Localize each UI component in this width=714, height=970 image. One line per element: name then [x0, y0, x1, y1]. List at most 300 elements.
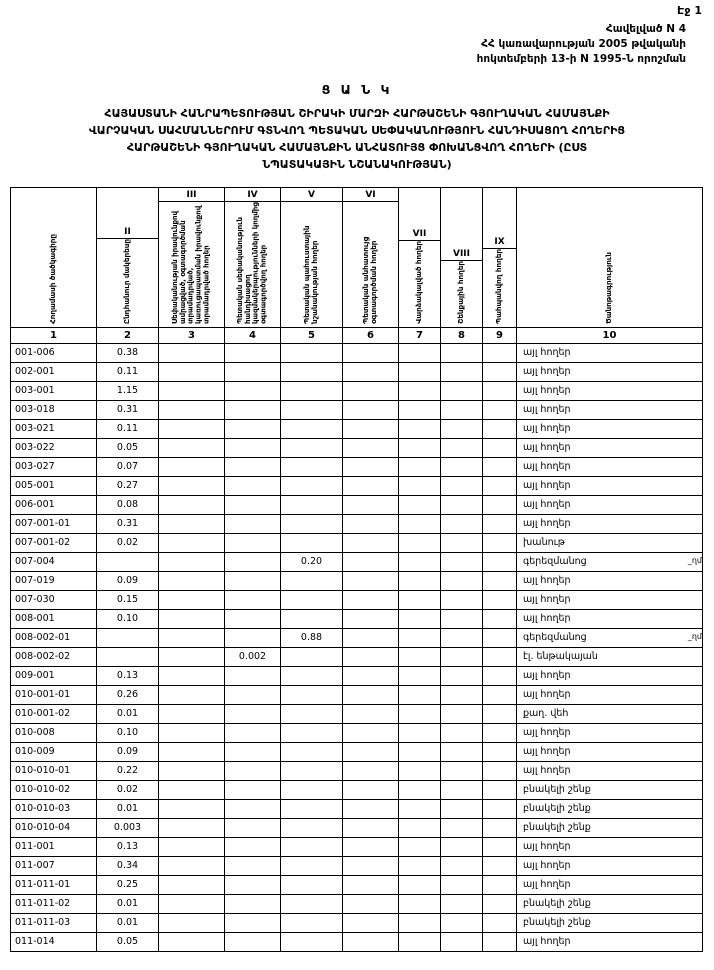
cell-free-use	[343, 381, 399, 400]
cell-protected	[483, 723, 517, 742]
cell-building	[441, 875, 483, 894]
header-label-org-used: Պետական սեփականություն հանդիսացող կազմակերպությունների կողմից օգտագործվող հողեր	[235, 202, 268, 324]
table-row	[11, 704, 703, 723]
cell-note: այլ հողեր	[517, 362, 703, 381]
colnum-10: 10	[517, 327, 703, 343]
cell-reserve	[281, 666, 343, 685]
colnum-6: 6	[343, 327, 399, 343]
cell-free-use	[343, 818, 399, 837]
roman-vi: VI	[343, 188, 398, 202]
cell-org-used	[225, 875, 281, 894]
cell-protected	[483, 419, 517, 438]
cell-free-use	[343, 856, 399, 875]
document-subtitle	[10, 105, 704, 173]
cell-building	[441, 761, 483, 780]
cell-free-use	[343, 628, 399, 647]
cell-note: այլ հողեր	[517, 457, 703, 476]
header-label-building: Շենքային հողեր	[456, 261, 466, 324]
cell-code: 010-010-01	[11, 761, 97, 780]
page-title: Ց Ա Ն Կ	[321, 81, 393, 97]
cell-reserve	[281, 362, 343, 381]
table-row	[11, 419, 703, 438]
roman-ii: II	[97, 225, 158, 239]
cell-leased	[399, 362, 441, 381]
table-row	[11, 761, 703, 780]
cell-note: այլ հողեր	[517, 438, 703, 457]
cell-building	[441, 685, 483, 704]
subtitle-line-4: ՆՊԱՏԱԿԱՅԻՆ ՆՇԱՆԱԿՈՒԹՅԱՆ)	[262, 157, 452, 171]
cell-total: 0.11	[97, 362, 159, 381]
attachment-reference	[10, 22, 704, 68]
cell-leased	[399, 723, 441, 742]
cell-note: այլ հողեր	[517, 343, 703, 362]
cell-free-use	[343, 723, 399, 742]
colnum-3: 3	[159, 327, 225, 343]
cell-org-used	[225, 666, 281, 685]
table-row	[11, 590, 703, 609]
cell-free-use	[343, 438, 399, 457]
cell-total: 0.10	[97, 609, 159, 628]
cell-owned	[159, 457, 225, 476]
cell-org-used	[225, 628, 281, 647]
cell-owned	[159, 761, 225, 780]
table-row	[11, 818, 703, 837]
margin-mark: _ղմ	[687, 632, 702, 642]
cell-building	[441, 894, 483, 913]
table-row	[11, 514, 703, 533]
cell-org-used	[225, 514, 281, 533]
cell-note: գերեզմանոց _ղմ	[517, 552, 703, 571]
cell-reserve	[281, 590, 343, 609]
cell-owned	[159, 514, 225, 533]
cell-reserve	[281, 419, 343, 438]
cell-code: 007-001-02	[11, 533, 97, 552]
cell-code: 011-011-01	[11, 875, 97, 894]
cell-protected	[483, 647, 517, 666]
subtitle-line-3: ՀԱՐԹԱՇԵՆԻ ԳՅՈՒՂԱԿԱՆ ՀԱՄԱՅՆՔԻՆ ԱՆՀԱՏՈՒՅՑ ՓՈԽԱՆՑՎՈՂ ՀՈՂԵՐԻ (ԸՍՏ	[126, 140, 588, 154]
cell-org-used: 0.002	[225, 647, 281, 666]
cell-note: այլ հողեր	[517, 685, 703, 704]
cell-building	[441, 343, 483, 362]
cell-owned	[159, 742, 225, 761]
cell-reserve	[281, 685, 343, 704]
header-label-owned: Սեփականության իրավունքով ամրացված, օգտագործման տրամադրված, կառուցապատման իրավունքով տրամադրված հողեր	[170, 205, 211, 324]
cell-leased	[399, 495, 441, 514]
cell-leased	[399, 343, 441, 362]
cell-leased	[399, 419, 441, 438]
colnum-8: 8	[441, 327, 483, 343]
cell-total: 0.02	[97, 780, 159, 799]
cell-building	[441, 913, 483, 932]
cell-leased	[399, 609, 441, 628]
colnum-7: 7	[399, 327, 441, 343]
attachment-line-2: ՀՀ կառավարության 2005 թվականի	[481, 38, 686, 51]
cell-note: խանութ	[517, 533, 703, 552]
cell-owned	[159, 400, 225, 419]
cell-protected	[483, 780, 517, 799]
cell-org-used	[225, 723, 281, 742]
cell-reserve	[281, 609, 343, 628]
cell-owned	[159, 381, 225, 400]
cell-reserve	[281, 856, 343, 875]
cell-owned	[159, 685, 225, 704]
cell-free-use	[343, 894, 399, 913]
cell-free-use	[343, 419, 399, 438]
cell-note: այլ հողեր	[517, 419, 703, 438]
cell-code: 011-007	[11, 856, 97, 875]
cell-building	[441, 381, 483, 400]
cell-org-used	[225, 913, 281, 932]
cell-leased	[399, 476, 441, 495]
cell-building	[441, 742, 483, 761]
subtitle-line-2: ՎԱՐՉԱԿԱՆ ՍԱՀՄԱՆՆԵՐՈՒՄ ԳՏՆՎՈՂ ՊԵՏԱԿԱՆ ՍԵՓԱԿԱՆՈՒԹՅՈՒՆ ՀԱՆԴԻՍԱՑՈՂ ՀՈՂԵՐԻՑ	[88, 123, 626, 137]
cell-total	[97, 628, 159, 647]
cell-reserve	[281, 533, 343, 552]
cell-leased	[399, 666, 441, 685]
cell-protected	[483, 571, 517, 590]
cell-leased	[399, 837, 441, 856]
cell-leased	[399, 381, 441, 400]
cell-building	[441, 837, 483, 856]
cell-org-used	[225, 761, 281, 780]
cell-owned	[159, 552, 225, 571]
cell-protected	[483, 932, 517, 951]
cell-free-use	[343, 533, 399, 552]
cell-total: 0.31	[97, 514, 159, 533]
cell-protected	[483, 818, 517, 837]
cell-leased	[399, 457, 441, 476]
cell-building	[441, 514, 483, 533]
cell-org-used	[225, 381, 281, 400]
cell-total: 0.05	[97, 438, 159, 457]
table-row	[11, 647, 703, 666]
cell-leased	[399, 913, 441, 932]
cell-reserve	[281, 571, 343, 590]
cell-total: 0.22	[97, 761, 159, 780]
colnum-2: 2	[97, 327, 159, 343]
colnum-9: 9	[483, 327, 517, 343]
cell-protected	[483, 438, 517, 457]
cell-protected	[483, 552, 517, 571]
table-row	[11, 742, 703, 761]
cell-reserve	[281, 780, 343, 799]
header-cell-note	[517, 187, 703, 327]
cell-note: այլ հողեր	[517, 932, 703, 951]
cell-code: 011-014	[11, 932, 97, 951]
cell-free-use	[343, 742, 399, 761]
cell-owned	[159, 894, 225, 913]
cell-code: 010-010-03	[11, 799, 97, 818]
cell-org-used	[225, 362, 281, 381]
cell-total: 0.09	[97, 742, 159, 761]
header-label-total: Ընդհանուր մակերեսը	[122, 238, 132, 324]
table-row	[11, 343, 703, 362]
cell-leased	[399, 818, 441, 837]
cell-reserve	[281, 894, 343, 913]
table-row	[11, 780, 703, 799]
cell-org-used	[225, 400, 281, 419]
cell-total: 0.38	[97, 343, 159, 362]
cell-building	[441, 780, 483, 799]
cell-total: 0.02	[97, 533, 159, 552]
cell-free-use	[343, 875, 399, 894]
cell-code: 008-002-01	[11, 628, 97, 647]
cell-code: 002-001	[11, 362, 97, 381]
cell-owned	[159, 476, 225, 495]
cell-owned	[159, 419, 225, 438]
cell-code: 010-001-01	[11, 685, 97, 704]
header-cell-reserve	[281, 187, 343, 327]
cell-building	[441, 932, 483, 951]
cell-code: 010-001-02	[11, 704, 97, 723]
cell-org-used	[225, 590, 281, 609]
cell-note: այլ հողեր	[517, 742, 703, 761]
cell-code: 010-008	[11, 723, 97, 742]
cell-leased	[399, 704, 441, 723]
cell-owned	[159, 362, 225, 381]
cell-note: էլ. ենթակայան	[517, 647, 703, 666]
cell-note: այլ հողեր	[517, 571, 703, 590]
table-row	[11, 875, 703, 894]
header-label-reserve: Պետական պահուստային նշանակության հողեր	[302, 225, 320, 324]
cell-total: 0.13	[97, 837, 159, 856]
cell-note: բնակելի շենք	[517, 818, 703, 837]
cell-total: 0.31	[97, 400, 159, 419]
cell-reserve	[281, 495, 343, 514]
cell-total: 0.15	[97, 590, 159, 609]
cell-free-use	[343, 457, 399, 476]
cell-code: 001-006	[11, 343, 97, 362]
table-row	[11, 495, 703, 514]
cell-total: 1.15	[97, 381, 159, 400]
cell-org-used	[225, 552, 281, 571]
cell-owned	[159, 856, 225, 875]
cell-free-use	[343, 362, 399, 381]
cell-free-use	[343, 514, 399, 533]
cell-owned	[159, 818, 225, 837]
header-label-protected: Պահպանվող հողեր	[494, 248, 504, 324]
cell-protected	[483, 533, 517, 552]
cell-building	[441, 609, 483, 628]
table-row	[11, 476, 703, 495]
colnum-4: 4	[225, 327, 281, 343]
table-row	[11, 894, 703, 913]
cell-note: այլ հողեր	[517, 666, 703, 685]
cell-note: այլ հողեր	[517, 400, 703, 419]
cell-owned	[159, 837, 225, 856]
cell-code: 007-019	[11, 571, 97, 590]
header-cell-total	[97, 187, 159, 327]
table-body	[11, 343, 703, 951]
cell-free-use	[343, 799, 399, 818]
cell-org-used	[225, 438, 281, 457]
cell-org-used	[225, 476, 281, 495]
cell-building	[441, 704, 483, 723]
table-row	[11, 799, 703, 818]
cell-org-used	[225, 932, 281, 951]
cell-owned	[159, 495, 225, 514]
table-column-number-row	[11, 327, 703, 343]
table-row	[11, 362, 703, 381]
header-cell-code	[11, 187, 97, 327]
cell-total: 0.07	[97, 457, 159, 476]
table-row	[11, 666, 703, 685]
cell-protected	[483, 628, 517, 647]
cell-free-use	[343, 552, 399, 571]
cell-protected	[483, 495, 517, 514]
cell-reserve	[281, 704, 343, 723]
cell-org-used	[225, 704, 281, 723]
cell-owned	[159, 799, 225, 818]
cell-building	[441, 628, 483, 647]
cell-protected	[483, 875, 517, 894]
cell-total: 0.01	[97, 913, 159, 932]
colnum-1: 1	[11, 327, 97, 343]
cell-building	[441, 571, 483, 590]
cell-free-use	[343, 590, 399, 609]
cell-free-use	[343, 647, 399, 666]
cell-reserve	[281, 837, 343, 856]
cell-total: 0.26	[97, 685, 159, 704]
table-row	[11, 571, 703, 590]
cell-total	[97, 552, 159, 571]
cell-free-use	[343, 913, 399, 932]
cell-reserve	[281, 818, 343, 837]
header-label-leased: Վարձակալված հողեր	[414, 241, 424, 324]
cell-note: այլ հողեր	[517, 723, 703, 742]
cell-building	[441, 362, 483, 381]
cell-code: 006-001	[11, 495, 97, 514]
cell-code: 003-001	[11, 381, 97, 400]
roman-ix: IX	[483, 235, 516, 249]
cell-reserve	[281, 875, 343, 894]
cell-reserve	[281, 457, 343, 476]
cell-total: 0.25	[97, 875, 159, 894]
cell-org-used	[225, 609, 281, 628]
cell-owned	[159, 932, 225, 951]
cell-total: 0.13	[97, 666, 159, 685]
cell-note: բնակելի շենք	[517, 799, 703, 818]
cell-code: 007-030	[11, 590, 97, 609]
cell-protected	[483, 343, 517, 362]
cell-note: այլ հողեր	[517, 495, 703, 514]
cell-org-used	[225, 457, 281, 476]
table-row	[11, 438, 703, 457]
cell-reserve	[281, 400, 343, 419]
cell-leased	[399, 856, 441, 875]
cell-reserve	[281, 799, 343, 818]
cell-owned	[159, 723, 225, 742]
cell-note: այլ հողեր	[517, 875, 703, 894]
cell-note: քաղ. վեհ	[517, 704, 703, 723]
cell-code: 009-001	[11, 666, 97, 685]
cell-leased	[399, 400, 441, 419]
cell-building	[441, 723, 483, 742]
cell-total: 0.01	[97, 799, 159, 818]
cell-reserve	[281, 742, 343, 761]
table-row	[11, 457, 703, 476]
cell-reserve	[281, 381, 343, 400]
cell-leased	[399, 799, 441, 818]
cell-note: այլ հողեր	[517, 761, 703, 780]
cell-leased	[399, 552, 441, 571]
cell-leased	[399, 571, 441, 590]
cell-protected	[483, 400, 517, 419]
cell-building	[441, 552, 483, 571]
cell-protected	[483, 476, 517, 495]
cell-building	[441, 533, 483, 552]
cell-total: 0.11	[97, 419, 159, 438]
roman-v: V	[281, 188, 342, 202]
cell-total: 0.08	[97, 495, 159, 514]
table-row	[11, 685, 703, 704]
cell-owned	[159, 571, 225, 590]
cell-protected	[483, 742, 517, 761]
cell-org-used	[225, 685, 281, 704]
cell-org-used	[225, 343, 281, 362]
cell-protected	[483, 856, 517, 875]
cell-code: 011-011-02	[11, 894, 97, 913]
cell-building	[441, 438, 483, 457]
cell-free-use	[343, 476, 399, 495]
cell-org-used	[225, 742, 281, 761]
cell-protected	[483, 362, 517, 381]
cell-protected	[483, 761, 517, 780]
header-cell-leased	[399, 187, 441, 327]
cell-reserve: 0.20	[281, 552, 343, 571]
cell-total: 0.01	[97, 704, 159, 723]
table-row	[11, 552, 703, 571]
cell-protected	[483, 609, 517, 628]
cell-total: 0.003	[97, 818, 159, 837]
cell-protected	[483, 457, 517, 476]
cell-free-use	[343, 400, 399, 419]
cell-reserve	[281, 723, 343, 742]
cell-free-use	[343, 343, 399, 362]
cell-leased	[399, 647, 441, 666]
cell-note: գերեզմանոց _ղմ	[517, 628, 703, 647]
colnum-5: 5	[281, 327, 343, 343]
cell-total: 0.10	[97, 723, 159, 742]
cell-note: բնակելի շենք	[517, 894, 703, 913]
header-cell-org-used	[225, 187, 281, 327]
table-row	[11, 932, 703, 951]
roman-iv: IV	[225, 188, 280, 202]
margin-mark: _ղմ	[687, 556, 702, 566]
cell-building	[441, 590, 483, 609]
cell-org-used	[225, 894, 281, 913]
cell-free-use	[343, 666, 399, 685]
cell-leased	[399, 438, 441, 457]
cell-code: 007-001-01	[11, 514, 97, 533]
table-row	[11, 400, 703, 419]
table-row	[11, 837, 703, 856]
cell-reserve	[281, 761, 343, 780]
cell-leased	[399, 894, 441, 913]
cell-owned	[159, 628, 225, 647]
cell-code: 007-004	[11, 552, 97, 571]
cell-owned	[159, 609, 225, 628]
cell-building	[441, 400, 483, 419]
table-row	[11, 533, 703, 552]
header-label-free-use: Պետական անհատույց օգտագործման հողեր	[361, 236, 379, 324]
cell-org-used	[225, 818, 281, 837]
attachment-line-1: Հավելված N 4	[605, 23, 686, 35]
cell-building	[441, 799, 483, 818]
cell-reserve	[281, 514, 343, 533]
cell-leased	[399, 780, 441, 799]
cell-building	[441, 419, 483, 438]
